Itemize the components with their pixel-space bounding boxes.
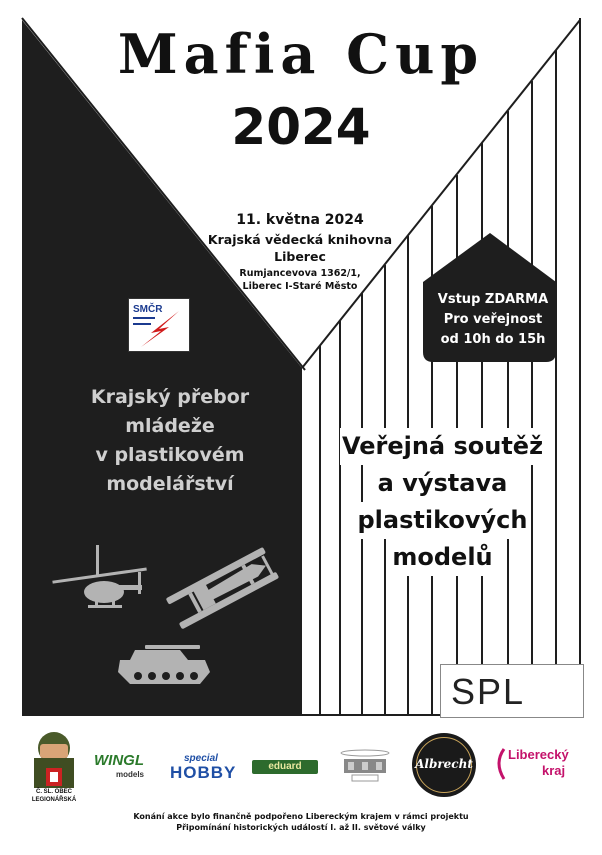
entry-free: Vstup ZDARMA [437, 292, 549, 307]
eduard-logo [252, 760, 318, 774]
smcr-logo-text: SMČR [133, 304, 163, 315]
spl-logo [440, 664, 584, 718]
wingl-sub: models [116, 770, 145, 779]
championship-line-3: v plastikovém [95, 444, 245, 466]
wingl-logo [94, 752, 156, 782]
legion-line-1: Č. SL. OBEC [35, 789, 72, 795]
event-year: 2024 [231, 98, 371, 156]
albrecht-text: Albrecht [415, 757, 473, 771]
funding-note [0, 811, 602, 833]
entry-public: Pro veřejnost [443, 312, 543, 327]
event-info [200, 212, 400, 292]
entry-badge [428, 290, 558, 350]
funding-line-2: Připomínání historických událostí I. až II. světové války [176, 823, 426, 832]
kraj-text: kraj [542, 763, 566, 778]
legion-line-2: LEGIONÁŘSKÁ [31, 797, 77, 803]
spl-logo-text: SPL [451, 671, 526, 712]
hobby-text: HOBBY [170, 763, 237, 782]
special-hobby-logo [170, 753, 240, 783]
exhibition-line-1: Veřejná soutěž [340, 428, 545, 465]
entry-hours: od 10h do 15h [440, 332, 546, 347]
exhibition-line-3: plastikových [356, 502, 530, 539]
eduard-text: eduard [268, 761, 302, 772]
albrecht-logo [412, 733, 476, 797]
building-icon [332, 745, 398, 785]
address-street: Rumjancevova 1362/1, [239, 268, 361, 279]
address-district: Liberec I-Staré Město [242, 281, 358, 292]
kraj-emblem-icon [492, 747, 506, 781]
lightning-icon [129, 299, 189, 351]
exhibition-text [305, 428, 580, 576]
legion-logo [26, 728, 82, 808]
championship-line-4: modelářství [106, 473, 234, 495]
exhibition-line-2: a výstava [376, 465, 510, 502]
liberecky-kraj-logo [492, 745, 582, 785]
liberecky-text: Liberecký [508, 747, 569, 762]
event-title: Mafia Cup [117, 22, 485, 86]
special-text: special [184, 753, 218, 764]
event-date: 11. května 2024 [236, 212, 364, 228]
venue-city: Liberec [274, 249, 326, 264]
championship-line-1: Krajský přebor [90, 386, 250, 408]
wingl-text: WINGL [94, 752, 144, 769]
smcr-logo [128, 298, 190, 352]
exhibition-line-4: modelů [390, 539, 494, 576]
venue-name: Krajská vědecká knihovna [207, 232, 393, 247]
championship-text [50, 383, 290, 499]
library-emblem [332, 745, 398, 785]
funding-line-1: Konání akce bylo finančně podpořeno Libereckým krajem v rámci projektu [133, 812, 469, 821]
championship-line-2: mládeže [125, 415, 215, 437]
